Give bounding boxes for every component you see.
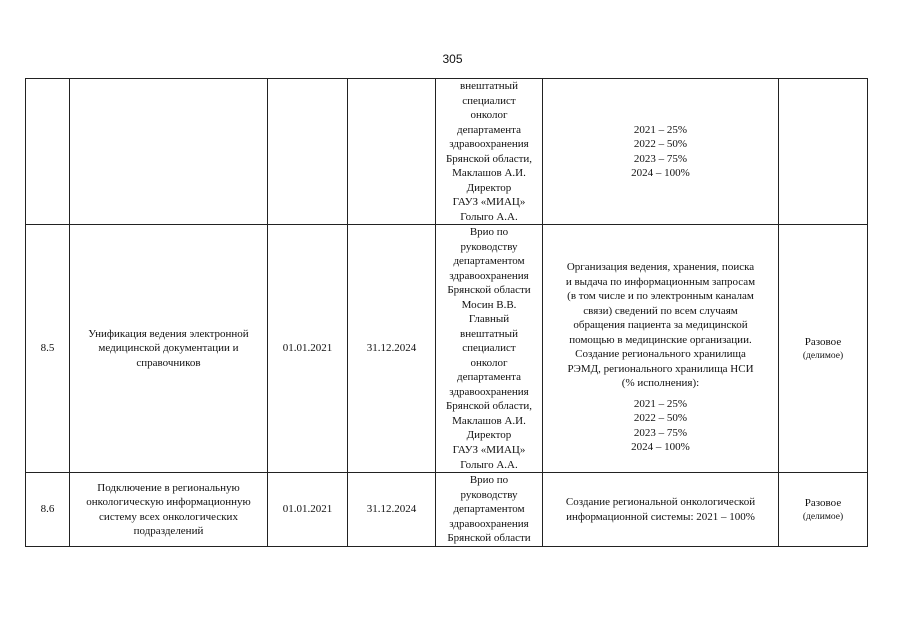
result-cell [543,225,779,473]
start-date: 01.01.2021 [268,225,348,473]
responsible-line: Брянской области, [445,152,533,165]
responsible-line: специалист [462,94,516,107]
responsible-cell [436,225,543,473]
type-cell [779,79,868,225]
type-label: Разовое [804,336,842,349]
item-name: Подключение в региональную онкологическую информационную систему всех онкологических подразделений [70,473,268,547]
responsible-line: Директор [466,429,512,442]
table-row [26,225,868,473]
responsible-line: Главный [468,313,510,326]
plan-table [25,78,868,547]
responsible-line: специалист [462,342,516,355]
responsible-line: здравоохранения [449,138,529,151]
result-line: и выдача по информационным запросам [565,275,756,288]
result-line: информационной системы: 2021 – 100% [566,510,755,523]
responsible-line: департаментом [453,503,525,516]
responsible-line: департаментом [453,255,525,268]
item-number: 8.6 [26,473,70,547]
percent-line: 2023 – 75% [633,426,688,439]
responsible-line: Голыго А.А. [460,210,518,223]
page-number: 305 [442,52,463,66]
result-line: Организация ведения, хранения, поиска [566,261,755,274]
type-cell [779,225,868,473]
end-date: 31.12.2024 [348,473,436,547]
percent-line: 2024 – 100% [631,441,690,454]
responsible-line: Мосин В.В. [461,298,517,311]
percent-line: 2021 – 25% [633,123,688,136]
result-line: (в том числе и по электронным каналам [567,290,754,303]
start-date: 01.01.2021 [268,473,348,547]
type-sublabel: (делимое) [802,350,844,361]
item-number: 8.5 [26,225,70,473]
table-row [26,473,868,547]
end-date [348,79,436,225]
start-date [268,79,348,225]
responsible-line: онколог [470,109,508,122]
responsible-line: Голыго А.А. [460,458,518,471]
responsible-line: здравоохранения [449,385,529,398]
responsible-line: Брянской области [447,532,531,545]
responsible-line: Маклашов А.И. [452,167,526,180]
result-cell [543,79,779,225]
responsible-cell [436,473,543,547]
result-cell [543,473,779,547]
responsible-line: Брянской области, [445,400,533,413]
end-date: 31.12.2024 [348,225,436,473]
responsible-line: здравоохранения [449,269,529,282]
percent-line: 2023 – 75% [633,152,688,165]
responsible-line: ГАУЗ «МИАЦ» [452,444,526,456]
responsible-line: департамента [457,123,521,136]
responsible-line: Маклашов А.И. [452,414,526,427]
result-line: помощью в медицинские организации. [569,333,752,346]
item-name: Унификация ведения электронной медицинской документации и справочников [70,225,268,473]
type-sublabel: (делимое) [802,511,844,522]
responsible-line: онколог [470,356,508,369]
responsible-cell [436,79,543,225]
responsible-line: департамента [457,371,521,384]
percent-line: 2022 – 50% [633,412,688,425]
responsible-line: здравоохранения [449,517,529,530]
responsible-line: руководству [460,488,518,501]
type-label: Разовое [804,497,842,510]
percent-line: 2021 – 25% [633,397,688,410]
responsible-line: Брянской области [447,284,531,297]
responsible-line: Врио по [469,474,509,487]
result-line: Создание регионального хранилища [575,348,746,361]
type-cell [779,473,868,547]
result-line: РЭМД, регионального хранилища НСИ [567,362,754,375]
responsible-line: руководству [460,240,518,253]
result-line: обращения пациента за медицинской [573,319,748,332]
item-name [70,79,268,225]
item-number [26,79,70,225]
responsible-line: ГАУЗ «МИАЦ» [452,196,526,209]
percent-line: 2022 – 50% [633,138,688,151]
responsible-line: внештатный [460,327,518,340]
result-line: связи) сведений по всем случаям [583,304,738,317]
responsible-line: Директор [466,181,512,194]
percent-line: 2024 – 100% [631,167,690,180]
responsible-line: внештатный [460,80,518,92]
result-line: Создание региональной онкологической [565,496,756,509]
responsible-line: Врио по [469,226,509,239]
result-line: (% исполнения): [621,377,700,390]
table-row [26,79,868,225]
